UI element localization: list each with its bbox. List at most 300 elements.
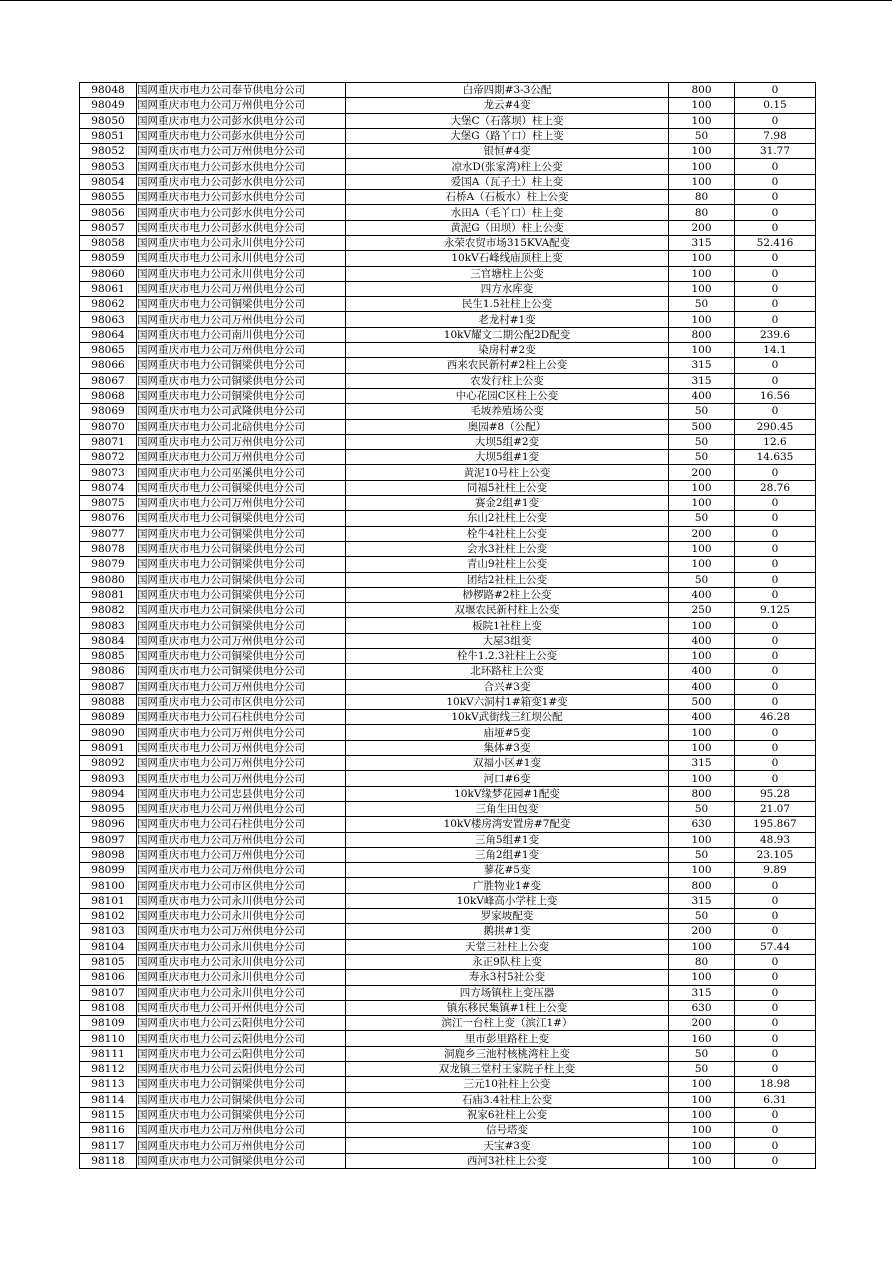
cell-value: 0 [735, 266, 816, 281]
cell-transformer-name: 永荣农贸市场315KVA配变 [346, 235, 669, 250]
cell-company: 国网重庆市电力公司铜梁供电分公司 [137, 297, 346, 312]
table-row [80, 694, 816, 709]
cell-id: 98093 [80, 771, 137, 786]
cell-capacity: 400 [669, 633, 735, 648]
transformer-data-table [79, 82, 816, 1169]
cell-company: 国网重庆市电力公司万州供电分公司 [137, 847, 346, 862]
cell-value: 0 [735, 205, 816, 220]
cell-capacity: 200 [669, 465, 735, 480]
cell-company: 国网重庆市电力公司铜梁供电分公司 [137, 1092, 346, 1107]
table-row [80, 985, 816, 1000]
cell-value: 0 [735, 771, 816, 786]
table-row [80, 1153, 816, 1168]
cell-transformer-name: 10kV石峰线庙顶柱上变 [346, 251, 669, 266]
cell-transformer-name: 寿永3村5社公变 [346, 970, 669, 985]
table-row [80, 266, 816, 281]
table-row [80, 343, 816, 358]
cell-value: 14.635 [735, 450, 816, 465]
cell-transformer-name: 蓼花#5变 [346, 863, 669, 878]
cell-transformer-name: 团结2社柱上公变 [346, 572, 669, 587]
cell-id: 98078 [80, 541, 137, 556]
table-row [80, 1062, 816, 1077]
cell-company: 国网重庆市电力公司市区供电分公司 [137, 694, 346, 709]
cell-id: 98091 [80, 740, 137, 755]
table-row [80, 679, 816, 694]
table-row [80, 144, 816, 159]
cell-company: 国网重庆市电力公司铜梁供电分公司 [137, 388, 346, 403]
cell-company: 国网重庆市电力公司彭水供电分公司 [137, 128, 346, 143]
cell-company: 国网重庆市电力公司铜梁供电分公司 [137, 373, 346, 388]
cell-value: 0 [735, 83, 816, 98]
cell-transformer-name: 10kV峰高小学柱上变 [346, 893, 669, 908]
cell-id: 98050 [80, 113, 137, 128]
cell-transformer-name: 银恒#4变 [346, 144, 669, 159]
cell-id: 98085 [80, 648, 137, 663]
table-row [80, 924, 816, 939]
cell-id: 98073 [80, 465, 137, 480]
cell-company: 国网重庆市电力公司永川供电分公司 [137, 970, 346, 985]
table-row [80, 863, 816, 878]
cell-value: 0 [735, 909, 816, 924]
cell-id: 98113 [80, 1077, 137, 1092]
cell-company: 国网重庆市电力公司永川供电分公司 [137, 266, 346, 281]
cell-value: 12.6 [735, 434, 816, 449]
cell-capacity: 100 [669, 343, 735, 358]
cell-capacity: 800 [669, 83, 735, 98]
table-row [80, 1046, 816, 1061]
cell-value: 0 [735, 756, 816, 771]
cell-value: 0 [735, 220, 816, 235]
cell-transformer-name: 同福5社柱上公变 [346, 480, 669, 495]
cell-value: 0 [735, 1138, 816, 1153]
cell-capacity: 200 [669, 924, 735, 939]
cell-value: 16.56 [735, 388, 816, 403]
cell-company: 国网重庆市电力公司铜梁供电分公司 [137, 511, 346, 526]
table-row [80, 235, 816, 250]
cell-capacity: 100 [669, 1092, 735, 1107]
cell-capacity: 315 [669, 373, 735, 388]
table-row [80, 465, 816, 480]
table-row [80, 98, 816, 113]
table-row [80, 251, 816, 266]
cell-value: 0 [735, 1062, 816, 1077]
table-row [80, 174, 816, 189]
cell-capacity: 50 [669, 128, 735, 143]
cell-value: 0 [735, 174, 816, 189]
cell-capacity: 100 [669, 1107, 735, 1122]
cell-company: 国网重庆市电力公司永川供电分公司 [137, 985, 346, 1000]
cell-id: 98101 [80, 893, 137, 908]
cell-capacity: 50 [669, 404, 735, 419]
cell-transformer-name: 信号塔变 [346, 1123, 669, 1138]
cell-company: 国网重庆市电力公司铜梁供电分公司 [137, 541, 346, 556]
cell-transformer-name: 双龙镇三堂村王家院子柱上变 [346, 1062, 669, 1077]
table-row [80, 878, 816, 893]
cell-capacity: 500 [669, 419, 735, 434]
cell-capacity: 100 [669, 557, 735, 572]
cell-id: 98052 [80, 144, 137, 159]
table-row [80, 496, 816, 511]
table-row [80, 205, 816, 220]
cell-value: 0 [735, 496, 816, 511]
cell-capacity: 800 [669, 327, 735, 342]
cell-value: 0 [735, 159, 816, 174]
cell-transformer-name: 天宝#3变 [346, 1138, 669, 1153]
cell-transformer-name: 双堰农民新村柱上公变 [346, 603, 669, 618]
cell-value: 0 [735, 557, 816, 572]
cell-id: 98081 [80, 587, 137, 602]
cell-capacity: 100 [669, 648, 735, 663]
table-row [80, 832, 816, 847]
table-body [80, 83, 816, 1169]
cell-value: 0 [735, 725, 816, 740]
cell-value: 0 [735, 1153, 816, 1168]
cell-value: 0 [735, 113, 816, 128]
cell-company: 国网重庆市电力公司铜梁供电分公司 [137, 603, 346, 618]
cell-id: 98100 [80, 878, 137, 893]
cell-transformer-name: 罗家坡配变 [346, 909, 669, 924]
cell-capacity: 100 [669, 1123, 735, 1138]
cell-value: 0 [735, 1123, 816, 1138]
cell-transformer-name: 黄泥10号柱上公变 [346, 465, 669, 480]
cell-transformer-name: 板院1社柱上变 [346, 618, 669, 633]
table-row [80, 541, 816, 556]
cell-transformer-name: 栓牛4社柱上公变 [346, 526, 669, 541]
table-row [80, 557, 816, 572]
cell-id: 98071 [80, 434, 137, 449]
cell-capacity: 315 [669, 985, 735, 1000]
table-row [80, 587, 816, 602]
cell-capacity: 80 [669, 205, 735, 220]
cell-id: 98056 [80, 205, 137, 220]
cell-capacity: 160 [669, 1031, 735, 1046]
cell-capacity: 400 [669, 388, 735, 403]
table-row [80, 159, 816, 174]
cell-company: 国网重庆市电力公司北碚供电分公司 [137, 419, 346, 434]
cell-id: 98114 [80, 1092, 137, 1107]
cell-transformer-name: 里市彭里路柱上变 [346, 1031, 669, 1046]
cell-company: 国网重庆市电力公司万州供电分公司 [137, 450, 346, 465]
cell-value: 23.105 [735, 847, 816, 862]
cell-transformer-name: 凉水D(张家湾)柱上公变 [346, 159, 669, 174]
cell-company: 国网重庆市电力公司永川供电分公司 [137, 939, 346, 954]
cell-capacity: 80 [669, 190, 735, 205]
cell-capacity: 100 [669, 1138, 735, 1153]
table-row [80, 756, 816, 771]
cell-value: 0 [735, 694, 816, 709]
table-row [80, 970, 816, 985]
cell-capacity: 80 [669, 954, 735, 969]
cell-transformer-name: 10kV武街线三红坝公配 [346, 710, 669, 725]
cell-capacity: 100 [669, 281, 735, 296]
cell-capacity: 100 [669, 832, 735, 847]
cell-capacity: 500 [669, 694, 735, 709]
cell-company: 国网重庆市电力公司万州供电分公司 [137, 801, 346, 816]
table-row [80, 388, 816, 403]
cell-company: 国网重庆市电力公司万州供电分公司 [137, 756, 346, 771]
table-row [80, 83, 816, 98]
cell-company: 国网重庆市电力公司彭水供电分公司 [137, 113, 346, 128]
table-row [80, 190, 816, 205]
cell-value: 0 [735, 526, 816, 541]
cell-capacity: 50 [669, 1046, 735, 1061]
table-row [80, 725, 816, 740]
cell-value: 0 [735, 1107, 816, 1122]
table-row [80, 358, 816, 373]
cell-value: 0 [735, 985, 816, 1000]
cell-company: 国网重庆市电力公司万州供电分公司 [137, 496, 346, 511]
cell-company: 国网重庆市电力公司永川供电分公司 [137, 235, 346, 250]
cell-company: 国网重庆市电力公司云阳供电分公司 [137, 1031, 346, 1046]
cell-id: 98063 [80, 312, 137, 327]
cell-id: 98102 [80, 909, 137, 924]
cell-id: 98067 [80, 373, 137, 388]
cell-transformer-name: 集体#3变 [346, 740, 669, 755]
cell-value: 0 [735, 1046, 816, 1061]
cell-id: 98089 [80, 710, 137, 725]
cell-id: 98058 [80, 235, 137, 250]
cell-value: 0 [735, 1031, 816, 1046]
cell-capacity: 100 [669, 541, 735, 556]
cell-value: 21.07 [735, 801, 816, 816]
cell-company: 国网重庆市电力公司彭水供电分公司 [137, 190, 346, 205]
table-row [80, 1123, 816, 1138]
cell-id: 98103 [80, 924, 137, 939]
cell-capacity: 100 [669, 113, 735, 128]
cell-value: 0 [735, 541, 816, 556]
cell-capacity: 100 [669, 740, 735, 755]
cell-id: 98086 [80, 664, 137, 679]
cell-company: 国网重庆市电力公司石柱供电分公司 [137, 817, 346, 832]
cell-transformer-name: 河口#6变 [346, 771, 669, 786]
cell-id: 98106 [80, 970, 137, 985]
cell-company: 国网重庆市电力公司铜梁供电分公司 [137, 480, 346, 495]
cell-company: 国网重庆市电力公司彭水供电分公司 [137, 205, 346, 220]
cell-company: 国网重庆市电力公司铜梁供电分公司 [137, 358, 346, 373]
cell-transformer-name: 大堡G（路丫口）柱上变 [346, 128, 669, 143]
cell-transformer-name: 水田A（毛丫口）柱上变 [346, 205, 669, 220]
table-row [80, 1092, 816, 1107]
cell-value: 14.1 [735, 343, 816, 358]
cell-company: 国网重庆市电力公司万州供电分公司 [137, 434, 346, 449]
cell-id: 98054 [80, 174, 137, 189]
cell-id: 98098 [80, 847, 137, 862]
cell-company: 国网重庆市电力公司云阳供电分公司 [137, 1062, 346, 1077]
cell-id: 98072 [80, 450, 137, 465]
table-row [80, 1107, 816, 1122]
table-row [80, 817, 816, 832]
cell-capacity: 100 [669, 1077, 735, 1092]
cell-value: 0 [735, 970, 816, 985]
cell-company: 国网重庆市电力公司万州供电分公司 [137, 725, 346, 740]
cell-transformer-name: 10kV耀文二期公配2D配变 [346, 327, 669, 342]
cell-value: 0 [735, 587, 816, 602]
cell-value: 0 [735, 679, 816, 694]
table-row [80, 312, 816, 327]
cell-value: 0 [735, 358, 816, 373]
table-row [80, 220, 816, 235]
page-top-rule [0, 0, 892, 1]
cell-id: 98117 [80, 1138, 137, 1153]
cell-value: 0 [735, 373, 816, 388]
cell-capacity: 100 [669, 863, 735, 878]
cell-capacity: 100 [669, 159, 735, 174]
cell-transformer-name: 栓牛1.2.3社柱上公变 [346, 648, 669, 663]
cell-company: 国网重庆市电力公司永川供电分公司 [137, 954, 346, 969]
cell-company: 国网重庆市电力公司铜梁供电分公司 [137, 1077, 346, 1092]
cell-id: 98074 [80, 480, 137, 495]
cell-value: 52.416 [735, 235, 816, 250]
cell-id: 98105 [80, 954, 137, 969]
cell-transformer-name: 合兴#3变 [346, 679, 669, 694]
cell-transformer-name: 大堡C（石落坝）柱上变 [346, 113, 669, 128]
cell-company: 国网重庆市电力公司永川供电分公司 [137, 251, 346, 266]
cell-company: 国网重庆市电力公司铜梁供电分公司 [137, 572, 346, 587]
cell-transformer-name: 滨江一台柱上变（滨江1#） [346, 1016, 669, 1031]
cell-company: 国网重庆市电力公司万州供电分公司 [137, 679, 346, 694]
cell-value: 0 [735, 297, 816, 312]
cell-company: 国网重庆市电力公司铜梁供电分公司 [137, 1107, 346, 1122]
cell-company: 国网重庆市电力公司万州供电分公司 [137, 863, 346, 878]
cell-id: 98070 [80, 419, 137, 434]
cell-transformer-name: 三元10社柱上公变 [346, 1077, 669, 1092]
table-row [80, 419, 816, 434]
cell-capacity: 250 [669, 603, 735, 618]
cell-capacity: 400 [669, 664, 735, 679]
cell-id: 98061 [80, 281, 137, 296]
table-row [80, 526, 816, 541]
cell-value: 0 [735, 190, 816, 205]
cell-value: 0 [735, 648, 816, 663]
cell-value: 239.6 [735, 327, 816, 342]
cell-value: 0 [735, 954, 816, 969]
cell-id: 98049 [80, 98, 137, 113]
cell-capacity: 100 [669, 939, 735, 954]
cell-capacity: 200 [669, 1016, 735, 1031]
cell-value: 9.125 [735, 603, 816, 618]
cell-value: 0 [735, 404, 816, 419]
table-row [80, 664, 816, 679]
cell-transformer-name: 鹅拱#1变 [346, 924, 669, 939]
cell-id: 98118 [80, 1153, 137, 1168]
cell-transformer-name: 双福小区#1变 [346, 756, 669, 771]
cell-capacity: 100 [669, 771, 735, 786]
cell-value: 28.76 [735, 480, 816, 495]
cell-transformer-name: 三角生田包变 [346, 801, 669, 816]
table-row [80, 786, 816, 801]
cell-transformer-name: 大坝5组#2变 [346, 434, 669, 449]
cell-transformer-name: 民生1.5社柱上公变 [346, 297, 669, 312]
cell-id: 98060 [80, 266, 137, 281]
cell-capacity: 100 [669, 144, 735, 159]
cell-capacity: 200 [669, 526, 735, 541]
table-row [80, 801, 816, 816]
cell-capacity: 400 [669, 587, 735, 602]
cell-value: 18.98 [735, 1077, 816, 1092]
cell-company: 国网重庆市电力公司彭水供电分公司 [137, 220, 346, 235]
cell-value: 0 [735, 924, 816, 939]
table-row [80, 450, 816, 465]
cell-id: 98109 [80, 1016, 137, 1031]
cell-company: 国网重庆市电力公司武隆供电分公司 [137, 404, 346, 419]
cell-id: 98116 [80, 1123, 137, 1138]
cell-capacity: 50 [669, 1062, 735, 1077]
cell-transformer-name: 镇东移民集镇#1柱上公变 [346, 1000, 669, 1015]
cell-company: 国网重庆市电力公司万州供电分公司 [137, 281, 346, 296]
table-row [80, 893, 816, 908]
cell-id: 98048 [80, 83, 137, 98]
table-row [80, 633, 816, 648]
cell-capacity: 100 [669, 312, 735, 327]
cell-id: 98112 [80, 1062, 137, 1077]
cell-company: 国网重庆市电力公司南川供电分公司 [137, 327, 346, 342]
cell-transformer-name: 奥园#8（公配） [346, 419, 669, 434]
cell-company: 国网重庆市电力公司铜梁供电分公司 [137, 1153, 346, 1168]
cell-transformer-name: 北环路柱上公变 [346, 664, 669, 679]
cell-transformer-name: 祝家6社柱上公变 [346, 1107, 669, 1122]
cell-capacity: 630 [669, 817, 735, 832]
cell-capacity: 100 [669, 618, 735, 633]
cell-transformer-name: 庙垭#5变 [346, 725, 669, 740]
cell-id: 98082 [80, 603, 137, 618]
cell-capacity: 50 [669, 450, 735, 465]
cell-company: 国网重庆市电力公司万州供电分公司 [137, 740, 346, 755]
cell-transformer-name: 桫椤路#2柱上公变 [346, 587, 669, 602]
cell-id: 98110 [80, 1031, 137, 1046]
cell-transformer-name: 东山2社柱上公变 [346, 511, 669, 526]
cell-id: 98111 [80, 1046, 137, 1061]
table-row [80, 281, 816, 296]
cell-value: 195.867 [735, 817, 816, 832]
cell-transformer-name: 三角2组#1变 [346, 847, 669, 862]
cell-id: 98076 [80, 511, 137, 526]
cell-id: 98053 [80, 159, 137, 174]
cell-transformer-name: 龙云#4变 [346, 98, 669, 113]
cell-company: 国网重庆市电力公司万州供电分公司 [137, 343, 346, 358]
cell-company: 国网重庆市电力公司石柱供电分公司 [137, 710, 346, 725]
cell-company: 国网重庆市电力公司铜梁供电分公司 [137, 618, 346, 633]
cell-id: 98090 [80, 725, 137, 740]
cell-id: 98077 [80, 526, 137, 541]
cell-company: 国网重庆市电力公司忠县供电分公司 [137, 786, 346, 801]
table-row [80, 954, 816, 969]
cell-id: 98115 [80, 1107, 137, 1122]
cell-company: 国网重庆市电力公司永川供电分公司 [137, 893, 346, 908]
cell-transformer-name: 10kV楼房湾安置房#7配变 [346, 817, 669, 832]
cell-id: 98084 [80, 633, 137, 648]
cell-id: 98087 [80, 679, 137, 694]
cell-value: 46.28 [735, 710, 816, 725]
cell-capacity: 50 [669, 572, 735, 587]
table-row [80, 648, 816, 663]
cell-company: 国网重庆市电力公司铜梁供电分公司 [137, 526, 346, 541]
cell-transformer-name: 中心花园C区柱上公变 [346, 388, 669, 403]
cell-transformer-name: 西来农民新村#2柱上公变 [346, 358, 669, 373]
cell-value: 0.15 [735, 98, 816, 113]
cell-value: 0 [735, 281, 816, 296]
cell-transformer-name: 染房村#2变 [346, 343, 669, 358]
cell-transformer-name: 10kV缘梦花园#1配变 [346, 786, 669, 801]
cell-company: 国网重庆市电力公司永川供电分公司 [137, 909, 346, 924]
cell-value: 31.77 [735, 144, 816, 159]
cell-transformer-name: 老龙村#1变 [346, 312, 669, 327]
cell-id: 98094 [80, 786, 137, 801]
cell-transformer-name: 三角5组#1变 [346, 832, 669, 847]
cell-capacity: 100 [669, 251, 735, 266]
table-row [80, 771, 816, 786]
cell-company: 国网重庆市电力公司万州供电分公司 [137, 633, 346, 648]
cell-transformer-name: 天堂三社柱上公变 [346, 939, 669, 954]
